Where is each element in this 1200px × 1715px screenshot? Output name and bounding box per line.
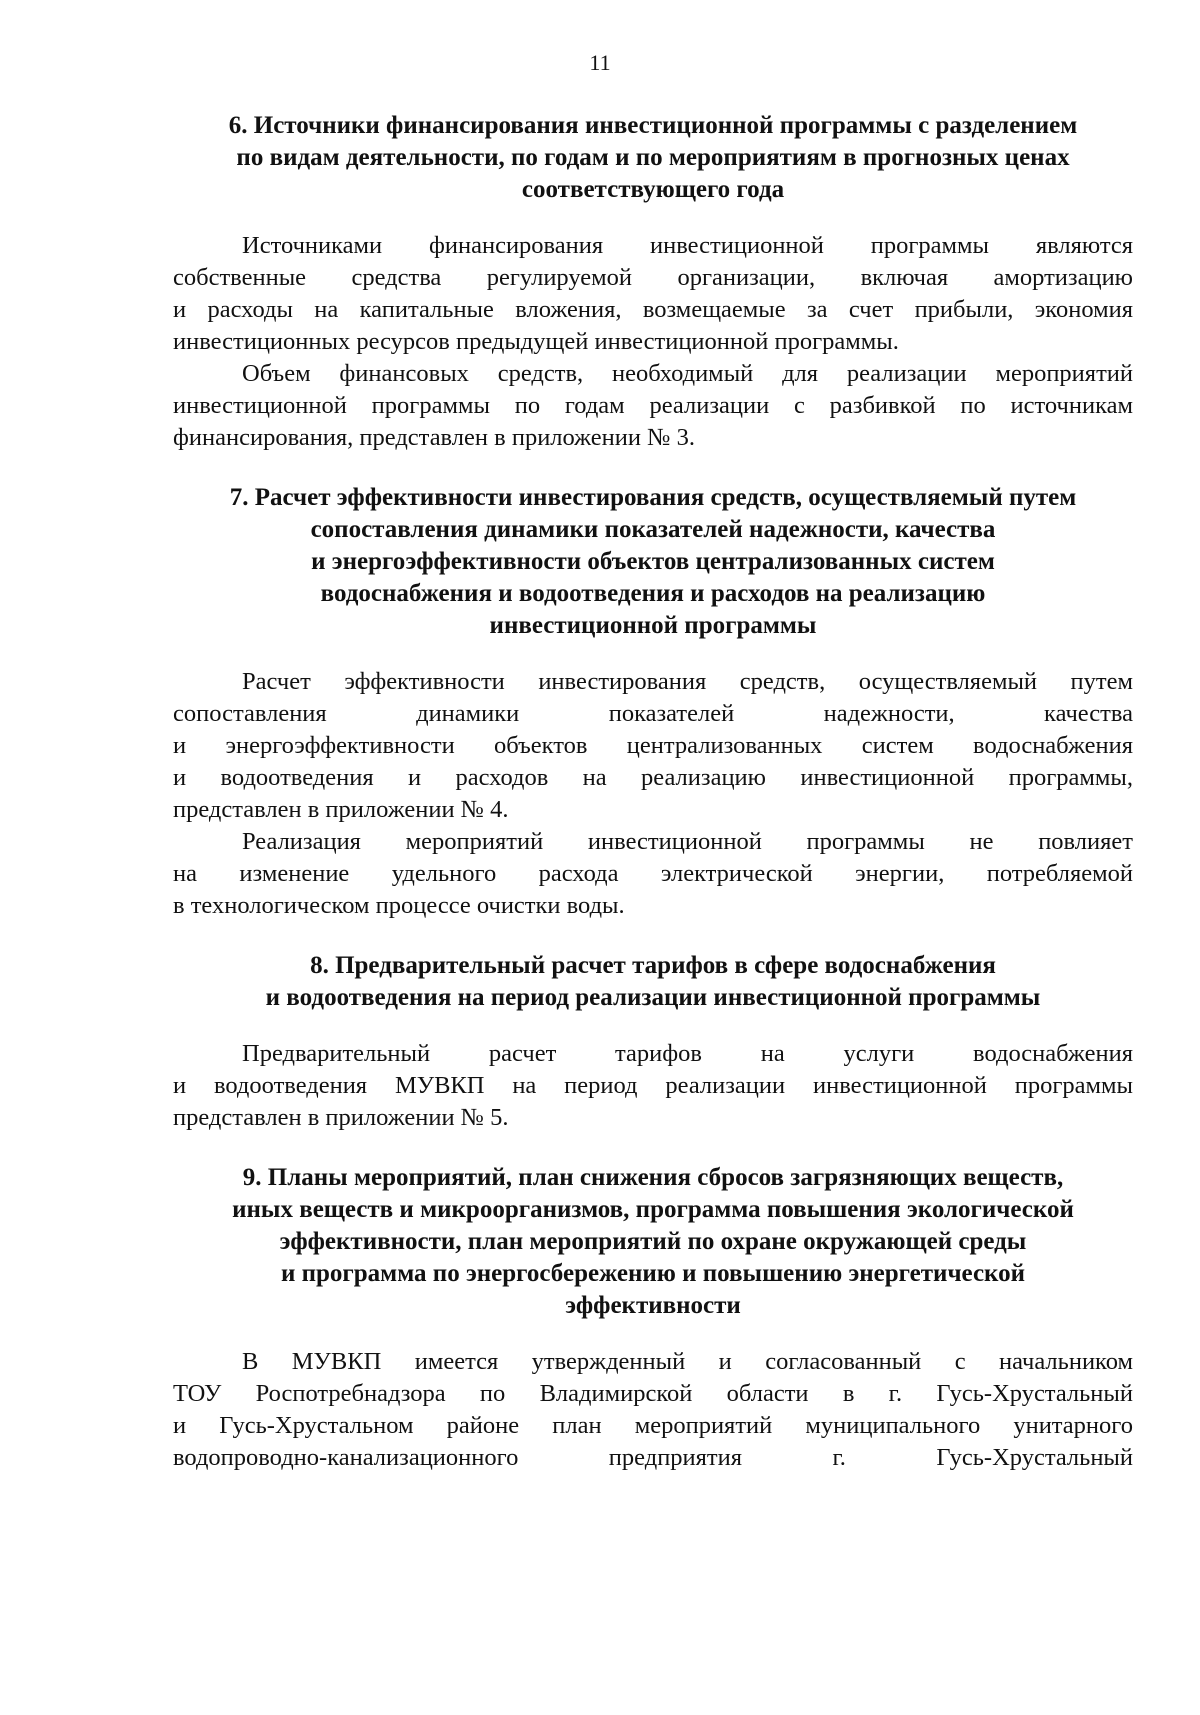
heading-line: эффективности, план мероприятий по охране окружающей среды	[279, 1228, 1027, 1255]
paragraph-line: и энергоэффективности объектов централизованных систем водоснабжения	[173, 732, 1133, 759]
paragraph-line: и Гусь-Хрустальном районе план мероприятий муниципального унитарного	[173, 1412, 1133, 1439]
paragraph	[173, 358, 1133, 454]
paragraph-line: представлен в приложении № 5.	[173, 1104, 509, 1131]
paragraph-line: и водоотведения МУВКП на период реализации инвестиционной программы	[173, 1072, 1133, 1099]
section-8	[173, 950, 1133, 1134]
paragraph-line: финансирования, представлен в приложении № 3.	[173, 424, 695, 451]
heading-line: 9. Планы мероприятий, план снижения сбросов загрязняющих веществ,	[242, 1164, 1064, 1191]
section-9	[173, 1162, 1133, 1474]
paragraph-line: Источниками финансирования инвестиционной программы являются	[242, 232, 1133, 259]
heading-line: иных веществ и микроорганизмов, программа повышения экологической	[232, 1196, 1074, 1223]
paragraph-line: инвестиционной программы по годам реализации с разбивкой по источникам	[173, 392, 1133, 419]
heading-line: 8. Предварительный расчет тарифов в сфере водоснабжения	[310, 952, 996, 979]
heading-line: эффективности	[565, 1292, 741, 1319]
paragraph-line: Реализация мероприятий инвестиционной программы не повлияет	[242, 828, 1133, 855]
heading-line: и водоотведения на период реализации инвестиционной программы	[265, 984, 1041, 1011]
heading-line: 7. Расчет эффективности инвестирования средств, осуществляемый путем	[229, 484, 1077, 511]
paragraph-line: в технологическом процессе очистки воды.	[173, 892, 625, 919]
paragraph	[173, 826, 1133, 922]
section-heading	[173, 950, 1133, 1014]
paragraph-line: ТОУ Роспотребнадзора по Владимирской области в г. Гусь-Хрустальный	[173, 1380, 1133, 1407]
section-heading	[173, 110, 1133, 206]
heading-line: по видам деятельности, по годам и по мероприятиям в прогнозных ценах	[236, 144, 1070, 171]
paragraph-line: Предварительный расчет тарифов на услуги водоснабжения	[242, 1040, 1133, 1067]
paragraph	[173, 230, 1133, 358]
heading-line: 6. Источники финансирования инвестиционной программы с разделением	[228, 112, 1078, 139]
page-number: 11	[589, 50, 611, 75]
paragraph-line: и водоотведения и расходов на реализацию инвестиционной программы,	[173, 764, 1133, 791]
section-7	[173, 482, 1133, 922]
paragraph	[173, 666, 1133, 826]
paragraph-line: В МУВКП имеется утвержденный и согласованный с начальником	[242, 1348, 1133, 1375]
document-body	[173, 110, 1133, 1474]
paragraph-line: Расчет эффективности инвестирования средств, осуществляемый путем	[242, 668, 1133, 695]
paragraph-line: представлен в приложении № 4.	[173, 796, 509, 823]
paragraph-line: Объем финансовых средств, необходимый для реализации мероприятий	[242, 360, 1133, 387]
heading-line: и энергоэффективности объектов централизованных систем	[311, 548, 995, 575]
paragraph-line: сопоставления динамики показателей надежности, качества	[173, 700, 1133, 727]
heading-line: водоснабжения и водоотведения и расходов на реализацию	[320, 580, 986, 607]
heading-line: соответствующего года	[521, 176, 785, 203]
paragraph	[173, 1038, 1133, 1134]
section-heading	[173, 1162, 1133, 1322]
paragraph-line: инвестиционных ресурсов предыдущей инвестиционной программы.	[173, 328, 899, 355]
heading-line: инвестиционной программы	[489, 612, 817, 639]
section-heading	[173, 482, 1133, 642]
paragraph-line: водопроводно-канализационного предприятия г. Гусь-Хрустальный	[173, 1444, 1133, 1471]
heading-line: сопоставления динамики показателей надежности, качества	[310, 516, 996, 543]
heading-line: и программа по энергосбережению и повышению энергетической	[280, 1260, 1026, 1287]
paragraph-line: собственные средства регулируемой организации, включая амортизацию	[173, 264, 1133, 291]
section-6	[173, 110, 1133, 454]
paragraph	[173, 1346, 1133, 1474]
paragraph-line: и расходы на капитальные вложения, возмещаемые за счет прибыли, экономия	[173, 296, 1133, 323]
paragraph-line: на изменение удельного расхода электрической энергии, потребляемой	[173, 860, 1133, 887]
